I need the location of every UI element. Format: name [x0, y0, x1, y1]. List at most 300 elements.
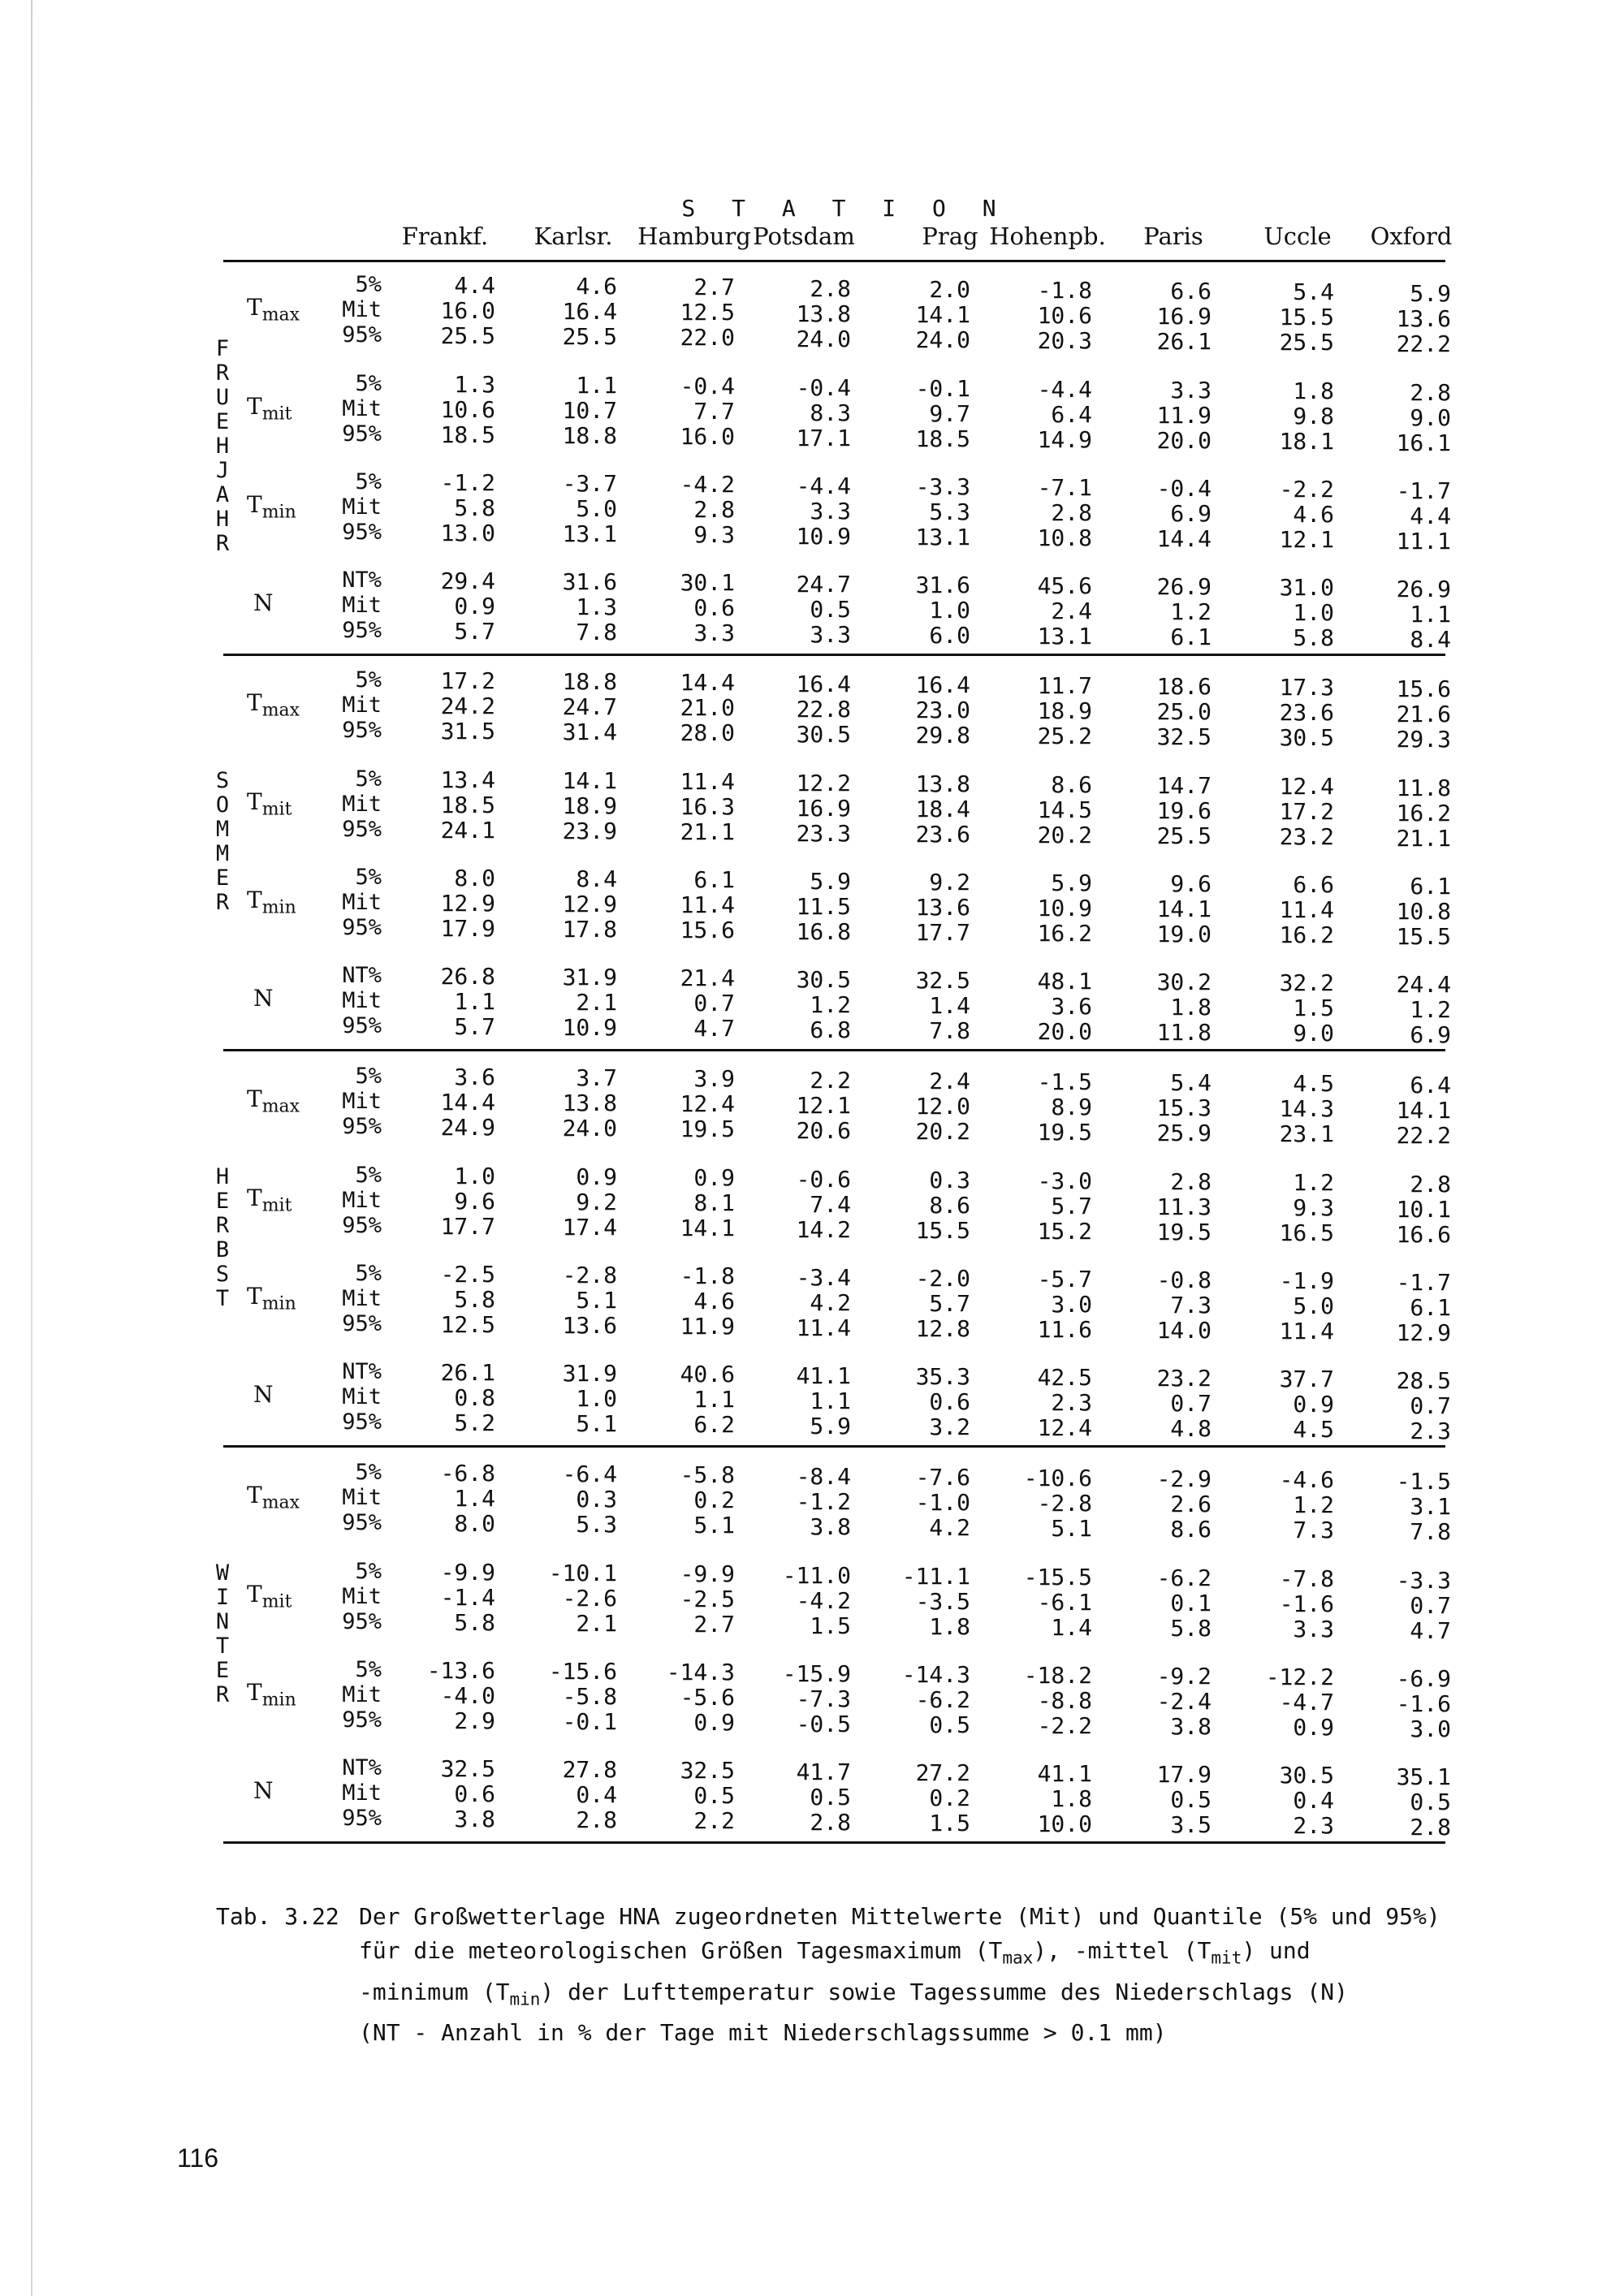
table-cell: -0.5 [796, 1711, 851, 1737]
table-cell: 5.3 [576, 1511, 617, 1538]
table-cell: 25.5 [440, 322, 495, 349]
table-cell: -7.3 [796, 1685, 851, 1712]
table-cell: 26.1 [440, 1359, 495, 1386]
table-cell: 31.4 [562, 719, 617, 745]
table-cell: 14.9 [1037, 426, 1092, 453]
table-cell: 1.1 [810, 1388, 851, 1414]
table-cell: 45.6 [1037, 572, 1092, 599]
table-cell: 10.9 [562, 1014, 617, 1041]
table-cell: 10.8 [1037, 524, 1092, 551]
table-cell: -7.1 [1037, 474, 1092, 501]
table-cell: 3.6 [1051, 993, 1092, 1020]
table-cell: 26.9 [1396, 576, 1451, 602]
table-cell: 19.5 [1156, 1219, 1212, 1245]
table-cell: 17.2 [1279, 798, 1334, 825]
table-cell: 9.7 [929, 400, 970, 427]
station-header-frankf: Frankf. [401, 222, 489, 250]
caption-line-3: -minimum $(T_{min})$ der Lufttemperatur sowie Tagessumme des Niederschlags (N) [359, 1978, 1348, 2009]
table-cell: 26.8 [440, 963, 495, 990]
table-cell: 1.2 [1293, 1491, 1334, 1518]
scan-edge [31, 0, 32, 2296]
table-cell: 11.1 [1396, 528, 1451, 555]
table-cell: 5.1 [693, 1512, 735, 1539]
table-cell: 14.1 [680, 1215, 735, 1241]
table-cell: 12.1 [1279, 526, 1334, 553]
table-cell: 0.5 [1410, 1789, 1451, 1815]
table-cell: -4.0 [440, 1682, 495, 1709]
stat-label: 5% [355, 1657, 382, 1682]
table-cell: -0.4 [680, 373, 735, 399]
stat-label: 95% [342, 520, 382, 545]
table-cell: 4.4 [1410, 503, 1451, 529]
table-cell: 8.0 [454, 1510, 495, 1537]
table-cell: 1.1 [454, 988, 495, 1015]
table-cell: 4.5 [1293, 1416, 1334, 1443]
variable-label: $T_{max}$ [247, 294, 300, 326]
variable-label: $T_{mit}$ [247, 1581, 292, 1612]
table-cell: -1.2 [440, 469, 495, 496]
stat-label: 95% [342, 1013, 382, 1038]
table-cell: 18.5 [440, 792, 495, 818]
table-cell: 20.6 [796, 1117, 851, 1144]
table-cell: 18.5 [440, 421, 495, 448]
table-cell: -6.8 [440, 1460, 495, 1487]
table-cell: 6.9 [1170, 500, 1212, 527]
table-cell: 26.9 [1156, 573, 1212, 600]
table-cell: 3.7 [576, 1064, 617, 1091]
table-cell: 31.6 [562, 568, 617, 595]
table-cell: 11.3 [1156, 1193, 1212, 1220]
table-cell: 9.2 [929, 869, 970, 896]
table-cell: 12.2 [796, 770, 851, 796]
table-cell: 6.1 [693, 866, 735, 893]
table-cell: 32.5 [440, 1755, 495, 1782]
table-cell: 3.8 [1170, 1713, 1212, 1740]
table-cell: -5.7 [1037, 1266, 1092, 1293]
caption-line-2: für die meteorologischen Größen Tagesmaximum $(T_{max})$, -mittel $(T_{mit})$ und [359, 1937, 1311, 1968]
caption-label: Tab. 3.22 [216, 1903, 339, 1930]
table-cell: 23.2 [1279, 823, 1334, 850]
table-cell: 0.7 [693, 990, 735, 1016]
table-cell: 1.0 [1293, 599, 1334, 626]
table-cell: -9.9 [680, 1560, 735, 1587]
table-cell: 18.9 [562, 792, 617, 819]
stat-label: 5% [355, 1460, 382, 1485]
stat-label: NT% [342, 1359, 382, 1384]
table-cell: 14.1 [1156, 896, 1212, 922]
table-cell: 0.7 [1410, 1392, 1451, 1419]
variable-label: N [253, 589, 274, 616]
table-cell: -2.4 [1156, 1688, 1212, 1715]
table-cell: 0.3 [929, 1167, 970, 1193]
table-top-rule [223, 260, 1445, 262]
table-cell: 41.1 [796, 1362, 851, 1389]
table-cell: 3.6 [454, 1064, 495, 1090]
stat-label: 95% [342, 1213, 382, 1238]
table-cell: 12.5 [440, 1311, 495, 1338]
table-cell: 5.1 [1051, 1515, 1092, 1542]
table-cell: 8.6 [929, 1192, 970, 1219]
table-cell: -4.7 [1279, 1689, 1334, 1716]
table-cell: 1.2 [1170, 598, 1212, 625]
table-cell: 6.1 [1410, 873, 1451, 900]
table-cell: 31.6 [915, 572, 970, 598]
table-cell: 1.0 [576, 1385, 617, 1412]
table-cell: -10.1 [548, 1560, 617, 1586]
stat-label: 5% [355, 766, 382, 792]
table-cell: 10.8 [1396, 898, 1451, 925]
table-cell: 10.0 [1037, 1810, 1092, 1837]
table-cell: 0.5 [810, 1784, 851, 1810]
table-cell: 9.0 [1293, 1020, 1334, 1047]
table-cell: 9.0 [1410, 404, 1451, 431]
table-cell: 0.6 [929, 1388, 970, 1415]
stat-label: 95% [342, 1114, 382, 1139]
table-cell: 1.4 [929, 992, 970, 1019]
table-cell: 5.8 [454, 494, 495, 521]
stat-label: 95% [342, 718, 382, 743]
table-cell: 6.4 [1051, 401, 1092, 428]
stat-label: Mit [342, 1384, 382, 1409]
caption-line-1: Der Großwetterlage HNA zugeordneten Mittelwerte (Mit) und Quantile (5% und 95%) [359, 1903, 1440, 1930]
table-cell: 1.2 [1410, 996, 1451, 1023]
table-cell: 24.4 [1396, 971, 1451, 998]
stat-label: Mit [342, 1780, 382, 1806]
table-cell: -2.9 [1156, 1465, 1212, 1492]
table-cell: 15.2 [1037, 1218, 1092, 1245]
table-cell: -6.4 [562, 1461, 617, 1487]
table-cell: 10.1 [1396, 1196, 1451, 1223]
table-cell: 17.4 [562, 1214, 617, 1241]
table-cell: -10.6 [1023, 1465, 1092, 1491]
table-cell: 15.6 [1396, 675, 1451, 702]
table-cell: 48.1 [1037, 968, 1092, 995]
table-cell: 6.0 [929, 622, 970, 649]
table-cell: 7.3 [1170, 1292, 1212, 1318]
table-cell: -1.8 [1037, 277, 1092, 304]
stat-label: 5% [355, 371, 382, 396]
table-cell: 13.6 [915, 894, 970, 921]
table-cell: 0.9 [1293, 1391, 1334, 1418]
stat-label: Mit [342, 1584, 382, 1609]
table-cell: 31.5 [440, 718, 495, 744]
table-cell: 19.5 [1037, 1119, 1092, 1146]
table-cell: 4.6 [576, 273, 617, 300]
table-cell: -5.8 [680, 1461, 735, 1488]
table-cell: 18.1 [1279, 428, 1334, 455]
table-cell: 16.4 [562, 298, 617, 325]
table-cell: 16.1 [1396, 429, 1451, 456]
table-cell: -3.3 [915, 473, 970, 500]
table-cell: 24.0 [562, 1115, 617, 1142]
table-cell: 21.1 [680, 818, 735, 845]
variable-label: $T_{min}$ [247, 491, 296, 523]
table-cell: 4.2 [929, 1514, 970, 1541]
table-cell: -2.8 [1037, 1490, 1092, 1517]
table-cell: 2.2 [693, 1807, 735, 1834]
table-cell: 9.6 [1170, 870, 1212, 897]
table-cell: 23.6 [1279, 699, 1334, 726]
stat-label: Mit [342, 1188, 382, 1213]
table-cell: 0.9 [1293, 1714, 1334, 1741]
table-cell: 13.1 [562, 520, 617, 547]
table-cell: 14.2 [796, 1216, 851, 1243]
stat-label: Mit [342, 1286, 382, 1311]
table-cell: 14.3 [1279, 1095, 1334, 1122]
table-cell: 31.9 [562, 1360, 617, 1387]
table-cell: 14.4 [680, 669, 735, 696]
table-cell: 1.0 [929, 597, 970, 624]
table-cell: -2.6 [562, 1585, 617, 1612]
table-caption [216, 1900, 1450, 2050]
table-cell: 5.4 [1293, 278, 1334, 305]
table-cell: 21.0 [680, 694, 735, 721]
table-cell: 7.8 [929, 1017, 970, 1044]
table-cell: 23.1 [1279, 1120, 1334, 1147]
table-cell: 19.5 [680, 1116, 735, 1142]
station-header-karlsr: Karlsr. [533, 222, 613, 250]
table-cell: -9.2 [1156, 1663, 1212, 1690]
table-cell: 1.4 [1051, 1614, 1092, 1641]
stat-label: 95% [342, 322, 382, 347]
table-cell: 5.0 [1293, 1293, 1334, 1319]
stat-label: 95% [342, 1409, 382, 1435]
table-cell: 0.4 [1293, 1787, 1334, 1814]
table-cell: 3.0 [1410, 1716, 1451, 1742]
table-cell: 5.1 [576, 1410, 617, 1437]
table-cell: 0.9 [576, 1163, 617, 1190]
table-cell: 31.0 [1279, 574, 1334, 601]
stat-label: Mit [342, 890, 382, 915]
table-cell: 0.5 [1170, 1786, 1212, 1813]
table-cell: 16.9 [1156, 303, 1212, 330]
table-cell: 30.5 [796, 721, 851, 748]
variable-label: N [253, 1381, 274, 1408]
table-cell: 10.7 [562, 397, 617, 424]
table-cell: 2.1 [576, 989, 617, 1016]
table-cell: 0.6 [693, 594, 735, 621]
table-cell: 17.9 [440, 915, 495, 942]
table-cell: 21.1 [1396, 825, 1451, 852]
table-cell: 28.0 [680, 719, 735, 746]
table-cell: 29.4 [440, 568, 495, 594]
table-cell: 23.0 [915, 697, 970, 723]
table-cell: 25.0 [1156, 698, 1212, 725]
table-cell: 7.3 [1293, 1517, 1334, 1543]
stat-label: 95% [342, 1806, 382, 1831]
table-cell: 32.5 [1156, 723, 1212, 750]
table-cell: 2.3 [1410, 1418, 1451, 1444]
table-cell: 2.3 [1051, 1389, 1092, 1416]
table-cell: 9.8 [1293, 403, 1334, 429]
stat-label: 95% [342, 915, 382, 940]
table-cell: 11.9 [1156, 402, 1212, 429]
station-header-hohenpb: Hohenpb. [989, 222, 1106, 250]
table-cell: 3.8 [810, 1513, 851, 1540]
table-cell: 4.4 [454, 272, 495, 299]
table-cell: -15.6 [548, 1658, 617, 1685]
table-cell: 16.9 [796, 795, 851, 822]
table-cell: 18.9 [1037, 697, 1092, 724]
table-cell: 22.2 [1396, 330, 1451, 357]
table-cell: 13.6 [1396, 305, 1451, 332]
table-cell: 13.8 [562, 1090, 617, 1116]
table-cell: 29.3 [1396, 726, 1451, 753]
table-cell: -1.9 [1279, 1267, 1334, 1294]
variable-label: $T_{max}$ [247, 689, 300, 721]
table-cell: 13.0 [440, 520, 495, 546]
table-cell: 5.9 [1410, 280, 1451, 307]
table-cell: 2.2 [810, 1067, 851, 1094]
table-cell: 23.6 [915, 821, 970, 848]
table-cell: -2.0 [915, 1265, 970, 1292]
table-cell: 0.9 [693, 1164, 735, 1191]
table-cell: 26.1 [1156, 328, 1212, 355]
table-cell: 25.5 [562, 323, 617, 350]
table-cell: 18.8 [562, 422, 617, 449]
table-cell: 0.9 [454, 593, 495, 619]
table-cell: 4.7 [693, 1015, 735, 1042]
table-cell: -0.4 [1156, 475, 1212, 502]
table-cell: 18.4 [915, 796, 970, 822]
table-cell: 18.8 [562, 668, 617, 695]
table-cell: 12.8 [915, 1315, 970, 1342]
table-cell: 12.9 [562, 891, 617, 917]
table-cell: 6.8 [810, 1016, 851, 1043]
table-cell: 2.8 [1170, 1168, 1212, 1195]
table-cell: 7.7 [693, 398, 735, 425]
table-cell: 5.1 [576, 1287, 617, 1314]
table-cell: 4.7 [1410, 1617, 1451, 1644]
table-cell: 5.2 [454, 1409, 495, 1436]
table-cell: 21.4 [680, 965, 735, 991]
table-cell: 25.5 [1279, 329, 1334, 356]
table-cell: 35.1 [1396, 1763, 1451, 1790]
table-cell: -3.5 [915, 1588, 970, 1615]
table-cell: -9.9 [440, 1559, 495, 1586]
table-cell: 16.0 [440, 297, 495, 324]
table-cell: 1.5 [1293, 995, 1334, 1021]
table-cell: 25.2 [1037, 723, 1092, 749]
table-cell: -8.8 [1037, 1687, 1092, 1714]
table-cell: 13.8 [915, 770, 970, 797]
table-cell: 1.1 [693, 1386, 735, 1413]
table-cell: 25.9 [1156, 1120, 1212, 1146]
table-cell: -1.6 [1396, 1690, 1451, 1717]
table-cell: 2.6 [1170, 1491, 1212, 1517]
stat-label: 5% [355, 667, 382, 693]
table-cell: 32.5 [680, 1757, 735, 1784]
table-cell: 2.4 [929, 1068, 970, 1094]
table-cell: 1.0 [454, 1163, 495, 1189]
table-cell: 16.6 [1396, 1221, 1451, 1248]
table-cell: 0.9 [693, 1709, 735, 1736]
stat-label: Mit [342, 396, 382, 421]
table-cell: 5.9 [810, 1413, 851, 1439]
stat-label: 5% [355, 272, 382, 297]
table-cell: 11.8 [1156, 1019, 1212, 1046]
stat-label: 95% [342, 1510, 382, 1535]
table-cell: 17.3 [1279, 674, 1334, 701]
table-cell: 23.9 [562, 818, 617, 844]
table-cell: -1.7 [1396, 1269, 1451, 1296]
table-cell: 8.0 [454, 865, 495, 891]
stat-label: NT% [342, 568, 382, 593]
table-cell: 2.9 [454, 1707, 495, 1734]
table-cell: 11.7 [1037, 672, 1092, 699]
table-cell: 1.1 [1410, 601, 1451, 628]
table-cell: 12.4 [1279, 773, 1334, 800]
table-cell: 22.0 [680, 324, 735, 351]
table-cell: 31.9 [562, 964, 617, 990]
stat-label: Mit [342, 297, 382, 322]
table-cell: 2.8 [576, 1806, 617, 1833]
table-cell: 22.2 [1396, 1122, 1451, 1149]
table-cell: 2.8 [693, 496, 735, 523]
table-cell: 23.3 [796, 820, 851, 847]
variable-label: $T_{min}$ [247, 1283, 296, 1314]
table-cell: -6.9 [1396, 1665, 1451, 1692]
table-cell: 3.3 [1293, 1616, 1334, 1642]
table-cell: 0.4 [576, 1781, 617, 1808]
table-cell: 11.5 [796, 893, 851, 920]
table-cell: -15.9 [782, 1660, 851, 1687]
table-cell: 12.4 [680, 1090, 735, 1117]
table-cell: 12.1 [796, 1092, 851, 1119]
table-cell: 20.0 [1037, 1018, 1092, 1045]
table-cell: -18.2 [1023, 1662, 1092, 1689]
table-cell: 24.0 [915, 326, 970, 353]
table-cell: -0.6 [796, 1166, 851, 1193]
table-cell: 16.2 [1037, 920, 1092, 947]
table-cell: 6.6 [1170, 278, 1212, 304]
table-cell: 6.9 [1410, 1021, 1451, 1048]
stat-label: 95% [342, 618, 382, 643]
table-cell: 11.4 [680, 891, 735, 918]
stat-label: 5% [355, 469, 382, 494]
table-cell: 10.9 [1037, 895, 1092, 921]
table-cell: 2.1 [576, 1610, 617, 1637]
table-cell: -2.5 [440, 1261, 495, 1288]
table-cell: -15.5 [1023, 1564, 1092, 1590]
table-cell: 16.4 [915, 671, 970, 698]
table-cell: 16.4 [796, 671, 851, 697]
table-cell: 15.6 [680, 917, 735, 943]
stat-label: 95% [342, 1311, 382, 1336]
table-cell: -1.7 [1396, 477, 1451, 504]
table-cell: 1.3 [454, 371, 495, 398]
table-cell: -0.1 [562, 1708, 617, 1735]
stat-label: 95% [342, 817, 382, 842]
table-cell: 30.1 [680, 569, 735, 596]
table-cell: 20.2 [915, 1118, 970, 1145]
table-cell: 2.8 [1410, 1171, 1451, 1198]
table-cell: 14.4 [1156, 525, 1212, 552]
table-cell: 5.0 [576, 495, 617, 522]
table-cell: 11.4 [680, 768, 735, 795]
table-cell: 17.7 [915, 919, 970, 946]
variable-label: $T_{mit}$ [247, 788, 292, 820]
table-cell: 12.0 [915, 1093, 970, 1120]
table-cell: 29.8 [915, 722, 970, 749]
table-cell: 15.5 [1279, 304, 1334, 330]
table-cell: 30.2 [1156, 969, 1212, 995]
table-cell: 15.3 [1156, 1094, 1212, 1121]
stat-label: 5% [355, 1064, 382, 1089]
table-cell: 19.0 [1156, 921, 1212, 947]
table-cell: 5.8 [1293, 624, 1334, 651]
table-cell: -4.6 [1279, 1466, 1334, 1493]
